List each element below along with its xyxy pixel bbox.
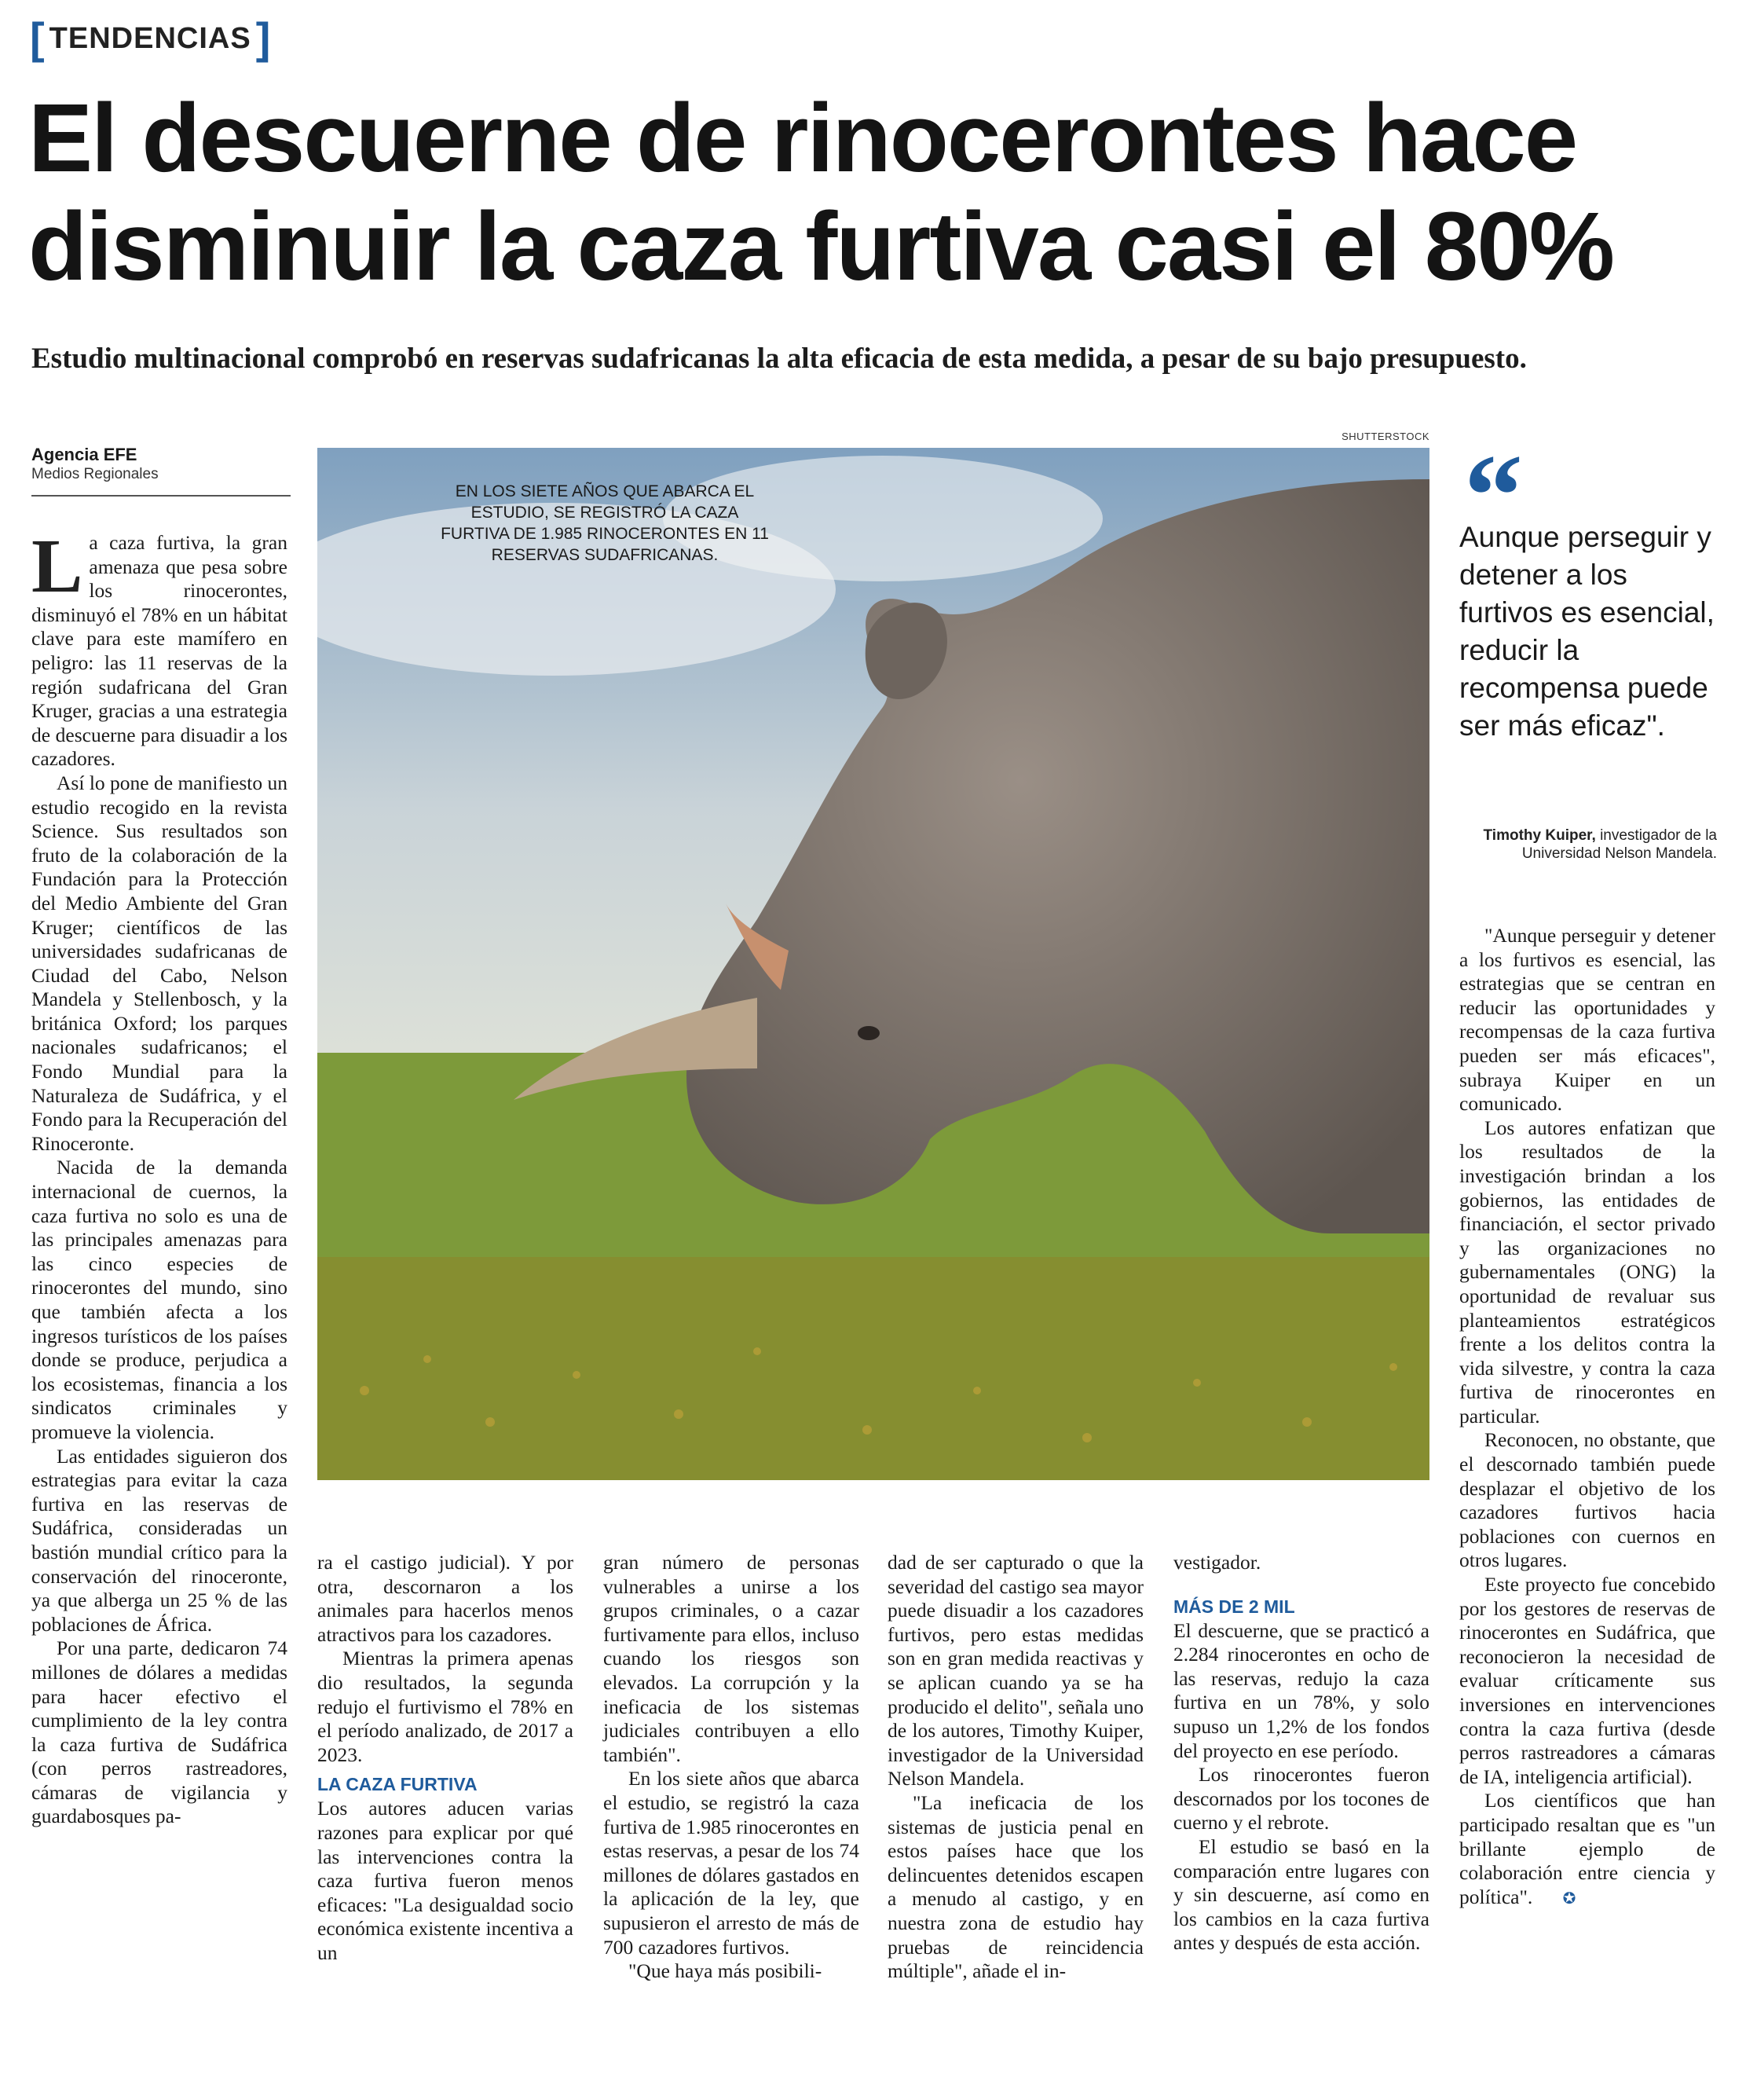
photo-credit: SHUTTERSTOCK (1342, 431, 1429, 442)
paragraph: El estudio se basó en la comparación entre lugares con y sin descuerne, así como en los cambios en la caza furtiva antes y después de esta acción. (1173, 1834, 1429, 1955)
paragraph: Este proyecto fue concebido por los gestores de reservas de rinocerontes en Sudáfrica, que reconocieron la necesidad de evaluar críticamente sus inversiones en intervenciones contra la caza furtiva (desde perros rastreadores a cámaras de IA, inteligencia artificial). (1459, 1573, 1715, 1788)
paragraph-text: Los científicos que han participado resaltan que es "un brillante ejemplo de colaboración entre ciencia y política". (1459, 1789, 1715, 1908)
pull-quote-attribution (1459, 826, 1717, 863)
article-column-5 (1173, 1551, 1429, 1955)
paragraph: En los siete años que abarca el estudio, se registró la caza furtiva de 1.985 rinocerontes en estas reservas, a pesar de los 74 millones de dólares gastados en la aplicación de la ley, que supusieron el arresto de más de 700 cazadores furtivos. (603, 1767, 859, 1959)
bracket-close: ] (255, 13, 271, 63)
paragraph: "Aunque perseguir y detener a los furtivos es esencial, las estrategias que se centran en reducir las oportunidades y recompensas de la caza furtiva pueden ser más eficaces", subraya Kuiper en un comunicado. (1459, 924, 1715, 1116)
paragraph: vestigador. (1173, 1551, 1261, 1574)
paragraph-text: a caza furtiva, la gran amenaza que pesa sobre los rinocerontes, disminuyó el 78% en un hábitat clave para este mamífero en peligro: las 11 reservas de la región sudafricana del Gran Kruger, gracias a una estrategia de descuerne para disuadir a los cazadores. (31, 531, 287, 771)
paragraph: "La ineficacia de los sistemas de justicia penal en estos países hace que los delincuentes detenidos escapen a menudo al castigo, y en nuestra zona de estudio hay pruebas de reincidencia múltiple", añade el in- (888, 1790, 1144, 1983)
paragraph (31, 524, 287, 771)
paragraph: Los autores enfatizan que los resultados de la investigación brindan a los gobiernos, las entidades de financiación, el sector privado y las organizaciones no gubernamentales (ONG) la oportunidad de revaluar sus planteamientos estratégicos frente a los delitos contra la vida silvestre, y contra la caza furtiva de rinocerontes en particular. (1459, 1116, 1715, 1427)
subhead: LA CAZA FURTIVA (317, 1774, 478, 1795)
drop-cap: L (31, 524, 83, 609)
paragraph: Los autores aducen varias razones para explicar por qué las intervenciones contra la caza furtiva fueron menos eficaces: "La desigualdad socio económica existente incentiva a un (317, 1797, 573, 1964)
section-label-text: TENDENCIAS (49, 21, 251, 55)
paragraph: Reconocen, no obstante, que el descornado también puede desplazar el objetivo de los cazadores furtivos hacia poblaciones con cuernos en otros lugares. (1459, 1428, 1715, 1572)
article-column-1 (31, 524, 287, 1829)
paragraph: Nacida de la demanda internacional de cuernos, la caza furtiva no solo es una de las principales amenazas para las cinco especies de rinocerontes del mundo, sino que también afecta a los ingresos turísticos de los países donde se produce, perjudica a los ecosistemas, financia a los sindicatos criminales y promueve la violencia. (31, 1156, 287, 1443)
byline-agency: Agencia EFE (31, 445, 137, 464)
paragraph: ra el castigo judicial). Y por otra, descornaron a los animales para hacerlos menos atractivos para los cazadores. (317, 1551, 573, 1646)
article-column-2 (317, 1551, 573, 1966)
paragraph: gran número de personas vulnerables a unirse a los grupos criminales, o a cazar furtivamente para ellos, incluso cuando los riesgos son elevados. La corrupción y la ineficacia de los sistemas judiciales contribuyen a ello también". (603, 1551, 859, 1766)
byline-outlet: Medios Regionales (31, 466, 159, 482)
article-column-4 (888, 1551, 1144, 1984)
paragraph: Por una parte, dedicaron 74 millones de dólares a medidas para hacer efectivo el cumplimiento de la ley contra la caza furtiva de Sudáfrica (con perros rastreadores, cámaras de vigilancia y guardabosques pa- (31, 1636, 287, 1828)
subhead: MÁS DE 2 MIL (1173, 1596, 1295, 1617)
pull-quote-author: Timothy Kuiper, (1483, 827, 1596, 844)
star-end-mark-icon: ✪ (1562, 1888, 1576, 1908)
bracket-open: [ (30, 13, 45, 63)
rhino-photo-illustration (317, 448, 1429, 1480)
article-column-3 (603, 1551, 859, 1984)
byline (31, 445, 291, 497)
deck: Estudio multinacional comprobó en reservas sudafricanas la alta eficacia de esta medida, a pesar de su bajo presupuesto. (31, 343, 1527, 375)
paragraph: Las entidades siguieron dos estrategias para evitar la caza furtiva en las reservas de Sudáfrica, consideradas un bastión mundial crítico para la conservación del rinoceronte, ya que alberga un 25 % de las poblaciones de África. (31, 1444, 287, 1636)
pull-quote-role: investigador de la Universidad Nelson Mandela. (1521, 827, 1717, 862)
pull-quote: Aunque perseguir y detener a los furtivos es esencial, reducir la recompensa puede ser más eficaz". (1459, 521, 1715, 742)
photo-caption: EN LOS SIETE AÑOS QUE ABARCA EL ESTUDIO, SE REGISTRÓ LA CAZA FURTIVA DE 1.985 RINOCERONTES EN 11 RESERVAS SUDAFRICANAS. (441, 482, 769, 564)
paragraph: Mientras la primera apenas dio resultados, la segunda redujo el furtivismo el 78% en el período analizado, de 2017 a 2023. (317, 1647, 573, 1766)
article-column-6 (1459, 924, 1715, 1910)
section-label (30, 13, 271, 63)
paragraph: Los rinocerontes fueron descornados por los tocones de cuerno y el rebrote. (1173, 1763, 1429, 1834)
paragraph (1459, 1789, 1715, 1910)
paragraph: "Que haya más posibili- (628, 1959, 822, 1983)
paragraph: El descuerne, que se practicó a 2.284 rinocerontes en ocho de las reservas, redujo la caza furtiva en un 78%, y solo supuso un 1,2% de los fondos del proyecto en ese período. (1173, 1618, 1429, 1762)
quote-mark-icon: “ (1464, 431, 1523, 561)
paragraph: dad de ser capturado o que la severidad del castigo sea mayor puede disuadir a los cazadores furtivos, pero estas medidas son en gran medida reactivas y se aplican cuando ya se ha producido el delito", señala uno de los autores, Timothy Kuiper, investigador de la Universidad Nelson Mandela. (888, 1551, 1144, 1790)
headline: El descuerne de rinocerontes hace disminuir la caza furtiva casi el 80% (28, 85, 1613, 301)
paragraph: Así lo pone de manifiesto un estudio recogido en la revista Science. Sus resultados son fruto de la colaboración de la Fundación para la Protección del Medio Ambiente del Gran Kruger; científicos de las universidades sudafricanas de Ciudad del Cabo, Nelson Mandela y Stellenbosch, y la británica Oxford; los parques nacionales sudafricanos; el Fondo Mundial para la Naturaleza de Sudáfrica, y el Fondo para la Recuperación del Rinoceronte. (31, 771, 287, 1155)
rhino-photo (317, 448, 1429, 1480)
